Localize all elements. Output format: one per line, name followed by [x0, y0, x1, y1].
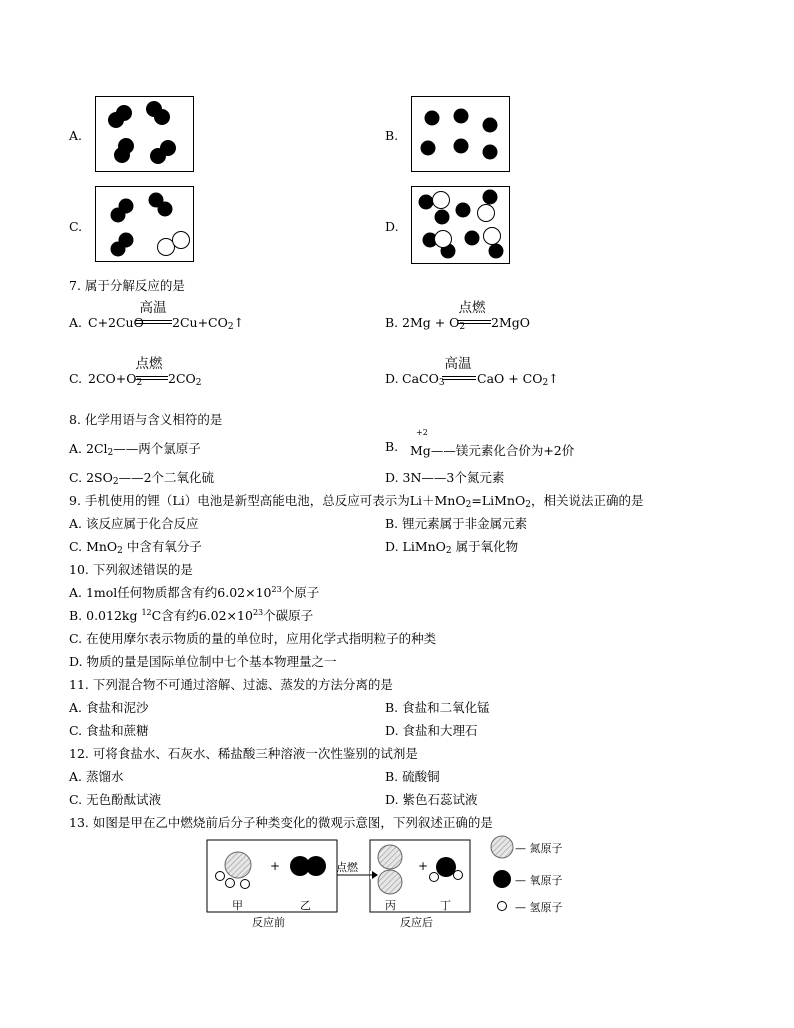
q7-option-d-left: CaCO$_3$ [402, 371, 445, 388]
q7-option-b-right: 2MgO [491, 315, 531, 330]
q13-jia-hydrogen-atom [226, 879, 235, 888]
q10-option-b: B. 0.012kg $^{12}$C含有约$6.02\times 10^{23}$个碳原子 [69, 608, 314, 623]
q7-option-d-equals [442, 376, 476, 380]
q7-option-c-right: $2CO_2$ [168, 371, 202, 388]
q13-legend-nitrogen-text: — 氮原子 [515, 842, 563, 855]
q11-option-a: A. 食盐和泥沙 [69, 700, 149, 715]
q7-option-c-left: $2CO+O_2$ [88, 371, 143, 388]
q7-option-a-left: C+2CuO [88, 315, 144, 330]
q8-option-d: D. 3N——3个氮元素 [385, 470, 505, 485]
q13-before-box [207, 840, 337, 912]
q8-option-b-valence: +2 [416, 428, 428, 437]
q7-option-c-equals [136, 376, 168, 380]
q13-ding-oxygen-atom [436, 857, 456, 877]
q10-option-d: D. 物质的量是国际单位制中七个基本物理量之一 [69, 654, 337, 669]
q7-option-a-equals [136, 320, 172, 324]
q13-bing-nitrogen-atom [378, 870, 402, 894]
q8-option-a: A. $2Cl_2——$两个氯原子 [69, 441, 201, 458]
q12-stem: 12. 可将食盐水、石灰水、稀盐酸三种溶液一次性鉴别的试剂是 [69, 746, 418, 761]
q7-option-b-label: B. [385, 315, 399, 330]
q10-stem: 10. 下列叙述错误的是 [69, 562, 193, 577]
q11-stem: 11. 下列混合物不可通过溶解、过滤、蒸发的方法分离的是 [69, 677, 393, 692]
q13-plus-before: + [270, 859, 281, 873]
q6-option-b-diagram [411, 96, 510, 172]
q7-option-b-equals [458, 320, 491, 324]
q7-option-d-right: CaO + $CO_2↑$ [477, 371, 559, 388]
q6-option-c-label: C. [69, 219, 83, 234]
q13-legend-oxygen-text: — 氧原子 [515, 874, 563, 887]
q8-stem: 8. 化学用语与含义相符的是 [69, 412, 223, 427]
q7-option-a-condition: 高温 [139, 300, 167, 316]
q6-option-a-diagram [95, 96, 194, 172]
q10-option-a: A. 1mol任何物质都含有约$6.02\times 10^{23}$个原子 [69, 585, 320, 600]
q13-bing-nitrogen-atom [378, 845, 402, 869]
q13-stem: 13. 如图是甲在乙中燃烧前后分子种类变化的微观示意图，下列叙述正确的是 [69, 815, 493, 830]
q7-stem: 7. 属于分解反应的是 [69, 278, 185, 293]
q12-option-c: C. 无色酚酞试液 [69, 792, 162, 807]
q13-before-caption: 反应前 [252, 916, 285, 929]
q13-label-bing: 丙 [385, 899, 396, 912]
q13-label-jia: 甲 [232, 899, 243, 912]
q13-jia-nitrogen-atom [225, 852, 251, 878]
q13-arrow-condition: 点燃 [336, 861, 358, 874]
q13-legend-oxygen-atom [493, 870, 511, 888]
q6-option-a-label: A. [69, 128, 83, 143]
q6-option-d-label: D. [385, 219, 399, 234]
q8-option-b-label: B. [385, 439, 399, 454]
q9-stem: 9. 手机使用的锂（Li）电池是新型高能电池，总反应可表示为Li＋MnO$_2$=LiMnO$_2$，相关说法正确的是 [69, 493, 644, 510]
q9-option-b: B. 锂元素属于非金属元素 [385, 516, 528, 531]
q8-option-c: C. $2SO_2——2$个二氧化硫 [69, 470, 215, 487]
q13-label-yi: 乙 [300, 899, 311, 912]
q7-option-a-right: $2Cu+CO_2↑$ [172, 315, 245, 332]
q6-option-c-diagram [95, 186, 194, 262]
q7-option-c-condition: 点燃 [135, 356, 163, 372]
q9-option-c: C. MnO$_2$ 中含有氧分子 [69, 539, 202, 556]
q7-option-a-label: A. [69, 315, 83, 330]
q8-option-b-symbol: Mg——镁元素化合价为+2价 [410, 443, 575, 458]
q7-option-d-label: D. [385, 371, 399, 386]
q12-option-d: D. 紫色石蕊试液 [385, 792, 478, 807]
q6-option-d-diagram [411, 186, 510, 264]
q9-option-a: A. 该反应属于化合反应 [69, 516, 199, 531]
q13-ding-hydrogen-atom [454, 871, 463, 880]
q12-option-b: B. 硫酸铜 [385, 769, 440, 784]
q6-option-b-label: B. [385, 128, 399, 143]
q9-option-d: D. LiMnO$_2$ 属于氧化物 [385, 539, 519, 556]
q13-yi-oxygen-atom [306, 856, 326, 876]
q13-plus-after: + [418, 859, 429, 873]
q10-option-c: C. 在使用摩尔表示物质的量的单位时，应用化学式指明粒子的种类 [69, 631, 437, 646]
q13-jia-hydrogen-atom [241, 880, 250, 889]
q12-option-a: A. 蒸馏水 [69, 769, 124, 784]
q13-ding-hydrogen-atom [430, 873, 439, 882]
q13-label-ding: 丁 [440, 899, 451, 912]
q13-jia-hydrogen-atom [216, 872, 225, 881]
q7-option-c-label: C. [69, 371, 83, 386]
q13-legend-hydrogen-text: — 氢原子 [515, 901, 563, 914]
q11-option-b: B. 食盐和二氧化锰 [385, 700, 490, 715]
q7-option-d-condition: 高温 [444, 356, 472, 372]
q11-option-c: C. 食盐和蔗糖 [69, 723, 149, 738]
q11-option-d: D. 食盐和大理石 [385, 723, 478, 738]
q13-after-caption: 反应后 [400, 916, 433, 929]
q7-option-b-left: $2Mg + O_2$ [402, 315, 466, 332]
q13-legend-nitrogen-atom [491, 836, 513, 858]
q7-option-b-condition: 点燃 [458, 300, 486, 316]
q13-legend-hydrogen-atom [498, 902, 507, 911]
